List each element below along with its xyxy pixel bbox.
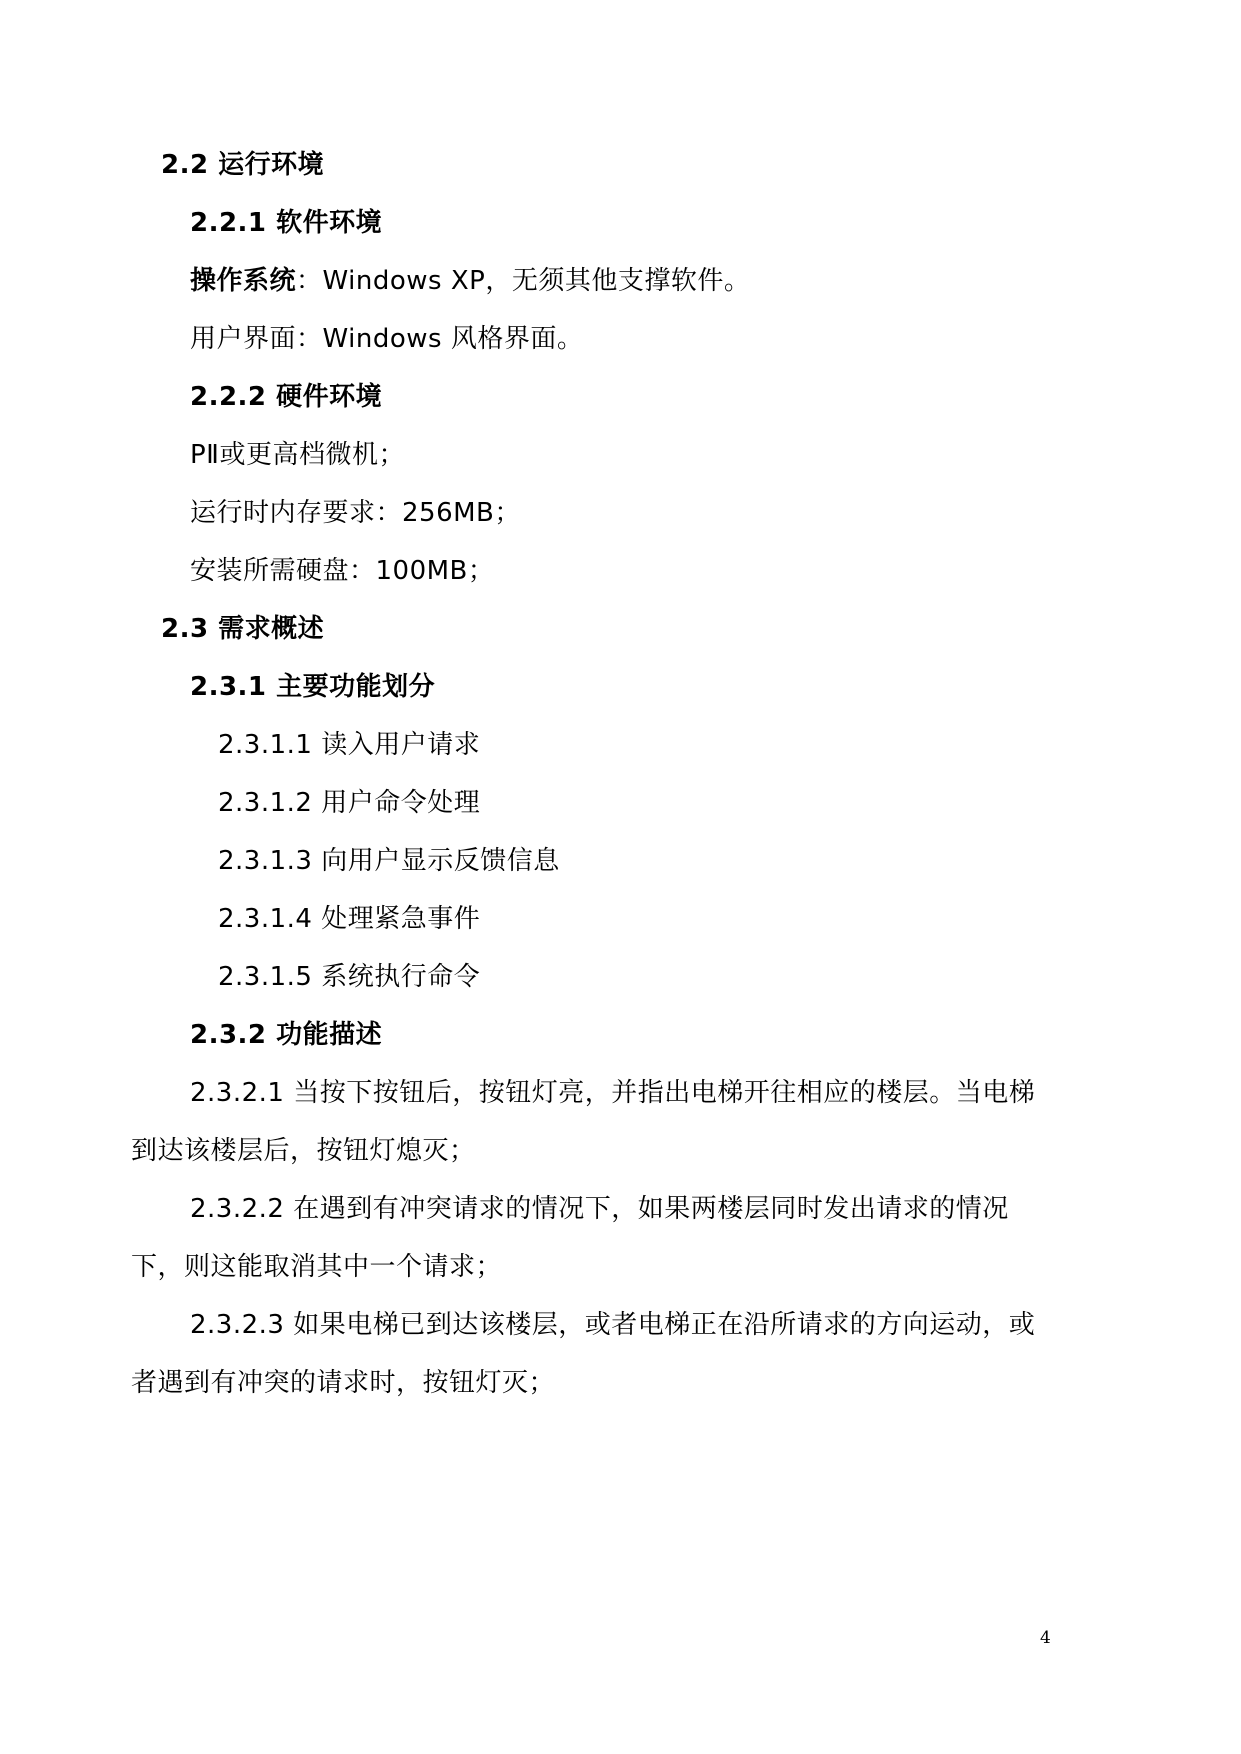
heading-2-2: 2.2 运行环境 xyxy=(161,150,325,180)
description-3-line-2: 者遇到有冲突的请求时，按钮灯灭； xyxy=(131,1368,556,1398)
function-item-1: 2.3.1.1 读入用户请求 xyxy=(218,730,481,760)
description-2-line-1: 2.3.2.2 在遇到有冲突请求的情况下，如果两楼层同时发出请求的情况 xyxy=(190,1194,1009,1224)
heading-2-3-1: 2.3.1 主要功能划分 xyxy=(190,672,436,702)
ui-line: 用户界面：Windows 风格界面。 xyxy=(190,324,584,354)
hardware-line-1: PⅡ或更高档微机； xyxy=(190,440,405,470)
function-item-4: 2.3.1.4 处理紧急事件 xyxy=(218,904,481,934)
heading-2-3-2: 2.3.2 功能描述 xyxy=(190,1020,383,1050)
description-1-line-1: 2.3.2.1 当按下按钮后，按钮灯亮，并指出电梯开往相应的楼层。当电梯 xyxy=(190,1078,1036,1108)
function-item-2: 2.3.1.2 用户命令处理 xyxy=(218,788,481,818)
heading-2-3: 2.3 需求概述 xyxy=(161,614,325,644)
hardware-line-2: 运行时内存要求：256MB； xyxy=(190,498,521,528)
hardware-line-3: 安装所需硬盘：100MB； xyxy=(190,556,495,586)
function-item-5: 2.3.1.5 系统执行命令 xyxy=(218,962,481,992)
description-1-line-2: 到达该楼层后，按钮灯熄灭； xyxy=(131,1136,476,1166)
function-item-3: 2.3.1.3 向用户显示反馈信息 xyxy=(218,846,560,876)
page-number: 4 xyxy=(1040,1628,1051,1648)
description-2-line-2: 下，则这能取消其中一个请求； xyxy=(131,1252,503,1282)
os-line xyxy=(190,264,750,298)
heading-2-2-1: 2.2.1 软件环境 xyxy=(190,208,383,238)
os-value: ：Windows XP，无须其他支撑软件。 xyxy=(296,266,751,296)
os-label: 操作系统 xyxy=(190,266,297,296)
description-3-line-1: 2.3.2.3 如果电梯已到达该楼层，或者电梯正在沿所请求的方向运动，或 xyxy=(190,1310,1036,1340)
heading-2-2-2: 2.2.2 硬件环境 xyxy=(190,382,383,412)
